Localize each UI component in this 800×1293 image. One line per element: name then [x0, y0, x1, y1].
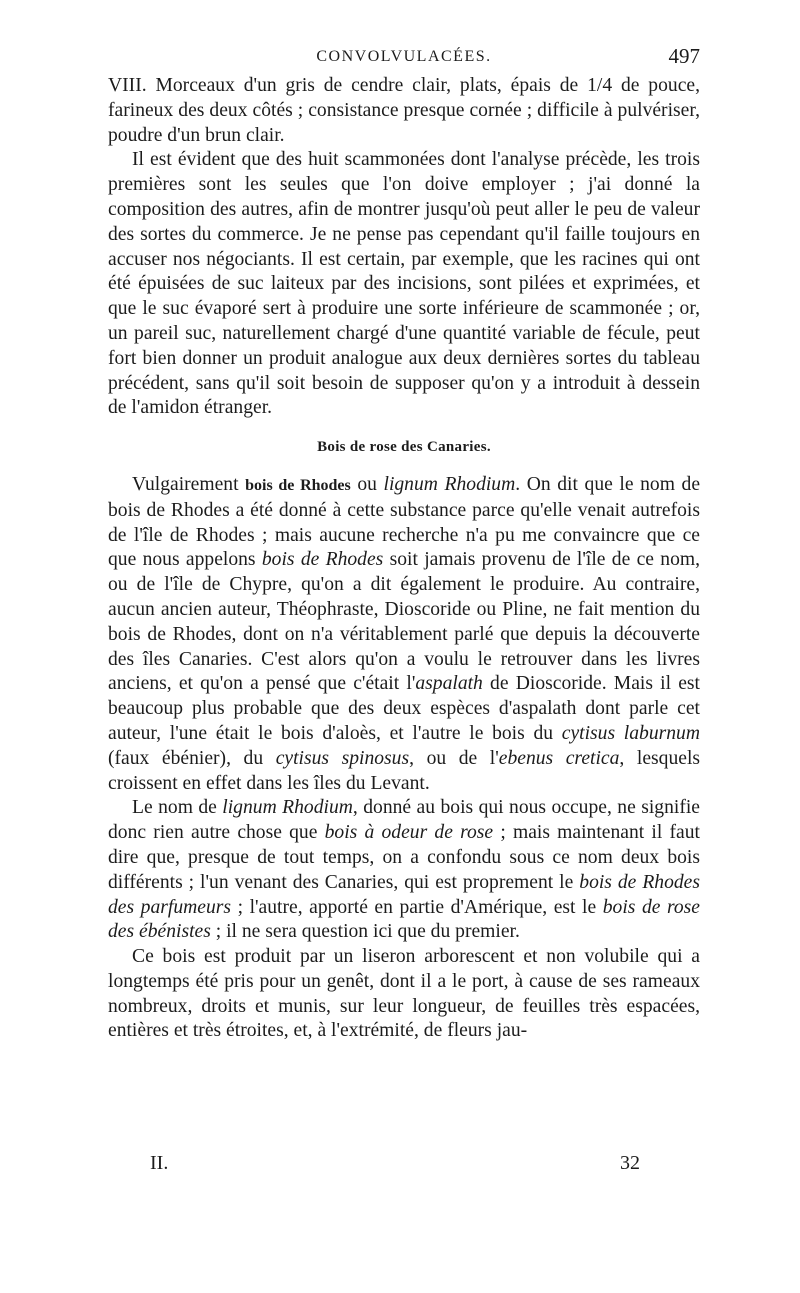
- term-italic: ebenus cretica: [498, 747, 620, 769]
- paragraph-bois-de-rhodes: Vulgairement bois de Rhodes ou lignum Rhodium. On dit que le nom de bois de Rhodes a été donné à cette substance parce qu'elle venait autrefois de l'île de Rhodes ; mais aucune recherche n'a pu me convaincre que ce que nous appelons bois de Rhodes soit jamais provenu de l'île de ce nom, ou de l'île de Chypre, qu'on a dit également le produire. Au contraire, aucun ancien auteur, Théophraste, Dioscoride ou Pline, ne fait mention du bois de Rhodes, dont on n'a véritablement parlé que depuis la découverte des îles Canaries. C'est alors qu'on a voulu le retrouver dans les livres anciens, et qu'on a pensé que c'était l'aspalath de Dioscoride. Mais il est beaucoup plus probable que des deux espèces d'aspalath dont parle cet auteur, l'une était le bois d'aloès, et l'autre le bois du cytisus laburnum (faux ébénier), du cytisus spinosus, ou de l'ebenus cretica, lesquels croissent en effet dans les îles du Levant.: [108, 473, 701, 794]
- paragraph-viii: VIII. Morceaux d'un gris de cendre clair, plats, épais de 1/4 de pouce, farineux des deux côtés ; consistance presque cornée ; difficile à pulvériser, poudre d'un brun clair.: [108, 75, 700, 146]
- sheet-number: 32: [620, 1152, 640, 1174]
- term-italic: bois de Rhodes des parfumeurs: [108, 871, 700, 918]
- term-italic: cytisus laburnum: [561, 722, 700, 744]
- running-title: CONVOLVULACÉES.: [316, 48, 492, 65]
- signature-mark: II.: [150, 1152, 169, 1174]
- body-text: [108, 74, 700, 1044]
- term-bold: bois de Rhodes: [245, 476, 351, 494]
- term-italic: cytisus spinosus: [275, 747, 410, 769]
- page: [108, 44, 700, 1044]
- term-italic: bois de Rhodes: [261, 549, 384, 571]
- paragraph-scammony-conclusion: Il est évident que des huit scammonées dont l'analyse précède, les trois premières sont les seules que l'on doive employer ; j'ai donné la composition des autres, afin de montrer jusqu'où peut aller le peu de valeur des sortes du commerce. Je ne pense pas cependant qu'il faille toujours en accuser nos négociants. Il est certain, par exemple, que les racines qui ont été épuisées de suc laiteux par des incisions, sont pilées et exprimées, et que le suc évaporé sert à produire une sorte inférieure de scammonée ; or, un pareil suc, naturellement chargé d'une quantité variable de fécule, peut fort bien donner un produit analogue aux deux dernières sortes du tableau précédent, sans qu'il soit besoin de supposer qu'on y a introduit à dessein de l'amidon étranger.: [108, 149, 700, 419]
- term-italic: bois de rose des ébénistes: [108, 896, 700, 943]
- term-italic: aspalath: [415, 673, 483, 695]
- term-italic: bois à odeur de rose: [324, 822, 494, 844]
- page-footer: [150, 1152, 650, 1182]
- paragraph-lignum-rhodium: Le nom de lignum Rhodium, donné au bois qui nous occupe, ne signifie donc rien autre chose que bois à odeur de rose ; mais maintenant il faut dire que, presque de tout temps, on a confondu sous ce nom deux bois différents ; l'un venant des Canaries, qui est proprement le bois de Rhodes des parfumeurs ; l'autre, apporté en partie d'Amérique, est le bois de rose des ébénistes ; il ne sera question ici que du premier.: [108, 797, 700, 943]
- term-italic: lignum Rhodium: [383, 473, 516, 495]
- page-number: 497: [668, 44, 700, 68]
- paragraph-liseron: Ce bois est produit par un liseron arborescent et non volubile qui a longtemps été pris pour un genêt, dont il a le port, à cause de ses rameaux nombreux, droits et munis, sur leur longueur, de feuilles très espacées, entières et très étroites, et, à l'extrémité, de fleurs jau-: [108, 946, 700, 1042]
- running-head: [108, 44, 700, 74]
- term-italic: lignum Rhodium: [222, 797, 353, 819]
- section-title: Bois de rose des Canaries.: [317, 439, 491, 456]
